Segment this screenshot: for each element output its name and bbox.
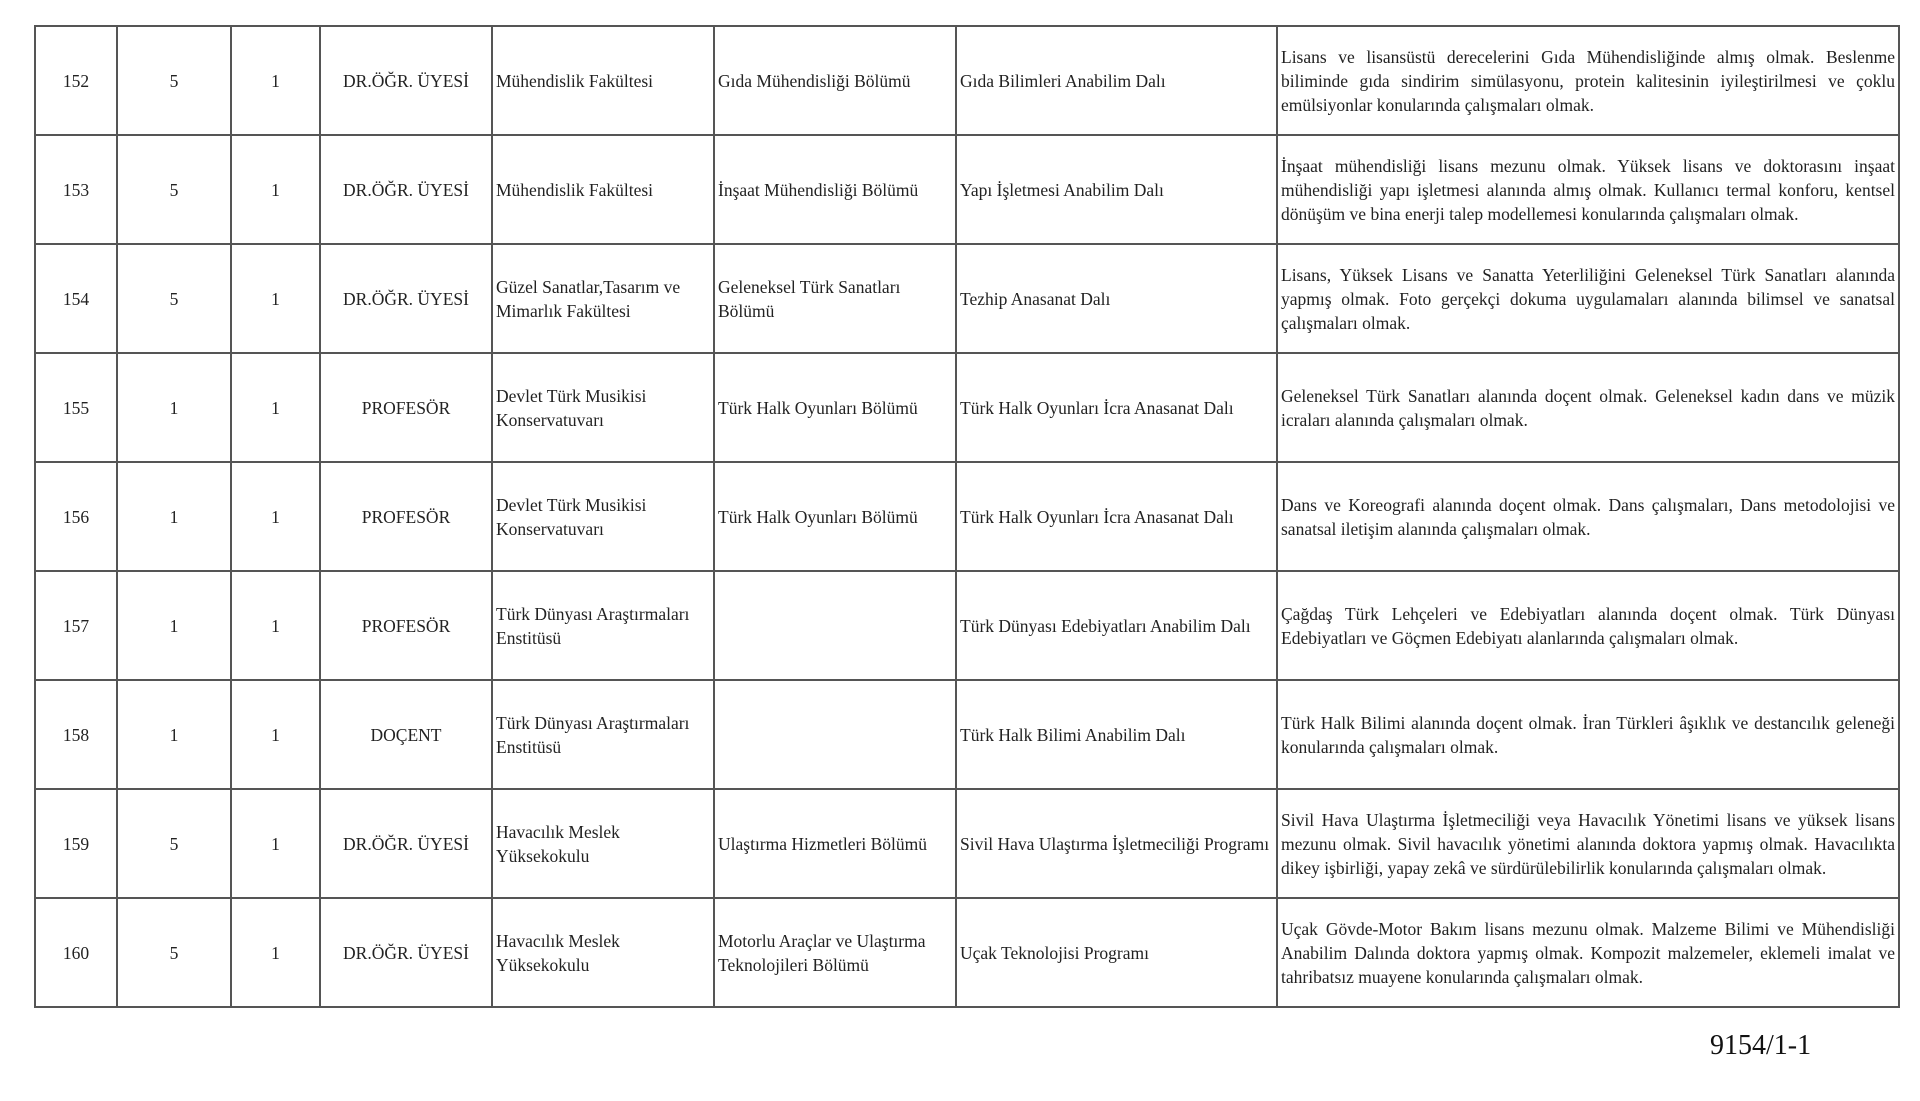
adet: 1 <box>231 135 320 244</box>
row-number: 158 <box>35 680 117 789</box>
kadro-derecesi: 5 <box>117 789 231 898</box>
aciklama: Türk Halk Bilimi alanında doçent olmak. İran Türkleri âşıklık ve destancılık geleneği konularında çalışmaları olmak. <box>1277 680 1899 789</box>
table-row <box>35 680 1899 789</box>
bolum: Geleneksel Türk Sanatları Bölümü <box>714 244 956 353</box>
birim: Devlet Türk Musikisi Konservatuvarı <box>492 462 714 571</box>
position-table <box>34 25 1900 1008</box>
table-row <box>35 244 1899 353</box>
aciklama: Lisans, Yüksek Lisans ve Sanatta Yeterliliğini Geleneksel Türk Sanatları alanında yapmış olmak. Foto gerçekçi dokuma uygulamaları alanında bilimsel ve sanatsal çalışmaları olmak. <box>1277 244 1899 353</box>
aciklama: Geleneksel Türk Sanatları alanında doçent olmak. Geleneksel kadın dans ve müzik icraları alanında çalışmaları olmak. <box>1277 353 1899 462</box>
adet: 1 <box>231 789 320 898</box>
row-number: 154 <box>35 244 117 353</box>
unvan: DR.ÖĞR. ÜYESİ <box>320 26 492 135</box>
birim: Havacılık Meslek Yüksekokulu <box>492 789 714 898</box>
unvan: DR.ÖĞR. ÜYESİ <box>320 135 492 244</box>
aciklama: Uçak Gövde-Motor Bakım lisans mezunu olmak. Malzeme Bilimi ve Mühendisliği Anabilim Dalında doktora yapmış olmak. Kompozit malzemeler, eklemeli imalat ve tahribatsız muayene konularında çalışmaları olmak. <box>1277 898 1899 1007</box>
kadro-derecesi: 5 <box>117 135 231 244</box>
kadro-derecesi: 1 <box>117 353 231 462</box>
aciklama: İnşaat mühendisliği lisans mezunu olmak. Yüksek lisans ve doktorasını inşaat mühendisliği yapı işletmesi alanında almış olmak. Kullanıcı termal konforu, kentsel dönüşüm ve bina enerji talep modellemesi konularında çalışmaları olmak. <box>1277 135 1899 244</box>
bolum <box>714 571 956 680</box>
row-number: 160 <box>35 898 117 1007</box>
adet: 1 <box>231 680 320 789</box>
page-code: 9154/1-1 <box>1710 1030 1812 1061</box>
bolum: İnşaat Mühendisliği Bölümü <box>714 135 956 244</box>
adet: 1 <box>231 462 320 571</box>
anabilim-dali: Türk Halk Bilimi Anabilim Dalı <box>956 680 1277 789</box>
bolum: Gıda Mühendisliği Bölümü <box>714 26 956 135</box>
bolum <box>714 680 956 789</box>
aciklama: Sivil Hava Ulaştırma İşletmeciliği veya Havacılık Yönetimi lisans ve yüksek lisans mezunu olmak. Sivil havacılık yönetimi alanında doktora yapmış olmak. Havacılıkta dikey işbirliği, yapay zekâ ve sürdürülebilirlik konularında çalışmaları olmak. <box>1277 789 1899 898</box>
adet: 1 <box>231 898 320 1007</box>
anabilim-dali: Gıda Bilimleri Anabilim Dalı <box>956 26 1277 135</box>
unvan: PROFESÖR <box>320 571 492 680</box>
table-row <box>35 26 1899 135</box>
row-number: 153 <box>35 135 117 244</box>
bolum: Türk Halk Oyunları Bölümü <box>714 462 956 571</box>
adet: 1 <box>231 571 320 680</box>
unvan: DR.ÖĞR. ÜYESİ <box>320 789 492 898</box>
anabilim-dali: Türk Dünyası Edebiyatları Anabilim Dalı <box>956 571 1277 680</box>
table-row <box>35 571 1899 680</box>
kadro-derecesi: 5 <box>117 898 231 1007</box>
row-number: 159 <box>35 789 117 898</box>
adet: 1 <box>231 353 320 462</box>
birim: Türk Dünyası Araştırmaları Enstitüsü <box>492 680 714 789</box>
anabilim-dali: Uçak Teknolojisi Programı <box>956 898 1277 1007</box>
aciklama: Çağdaş Türk Lehçeleri ve Edebiyatları alanında doçent olmak. Türk Dünyası Edebiyatları ve Göçmen Edebiyatı alanlarında çalışmaları olmak. <box>1277 571 1899 680</box>
unvan: PROFESÖR <box>320 353 492 462</box>
anabilim-dali: Türk Halk Oyunları İcra Anasanat Dalı <box>956 353 1277 462</box>
bolum: Motorlu Araçlar ve Ulaştırma Teknolojileri Bölümü <box>714 898 956 1007</box>
birim: Havacılık Meslek Yüksekokulu <box>492 898 714 1007</box>
anabilim-dali: Türk Halk Oyunları İcra Anasanat Dalı <box>956 462 1277 571</box>
kadro-derecesi: 1 <box>117 462 231 571</box>
table-row <box>35 898 1899 1007</box>
bolum: Türk Halk Oyunları Bölümü <box>714 353 956 462</box>
adet: 1 <box>231 26 320 135</box>
table-row <box>35 135 1899 244</box>
unvan: DR.ÖĞR. ÜYESİ <box>320 898 492 1007</box>
aciklama: Dans ve Koreografi alanında doçent olmak. Dans çalışmaları, Dans metodolojisi ve sanatsal iletişim alanında çalışmaları olmak. <box>1277 462 1899 571</box>
birim: Mühendislik Fakültesi <box>492 26 714 135</box>
anabilim-dali: Tezhip Anasanat Dalı <box>956 244 1277 353</box>
row-number: 155 <box>35 353 117 462</box>
unvan: PROFESÖR <box>320 462 492 571</box>
row-number: 152 <box>35 26 117 135</box>
row-number: 156 <box>35 462 117 571</box>
anabilim-dali: Yapı İşletmesi Anabilim Dalı <box>956 135 1277 244</box>
table-row <box>35 462 1899 571</box>
bolum: Ulaştırma Hizmetleri Bölümü <box>714 789 956 898</box>
table-row <box>35 353 1899 462</box>
kadro-derecesi: 5 <box>117 244 231 353</box>
unvan: DR.ÖĞR. ÜYESİ <box>320 244 492 353</box>
anabilim-dali: Sivil Hava Ulaştırma İşletmeciliği Programı <box>956 789 1277 898</box>
kadro-derecesi: 1 <box>117 680 231 789</box>
kadro-derecesi: 5 <box>117 26 231 135</box>
birim: Güzel Sanatlar,Tasarım ve Mimarlık Fakültesi <box>492 244 714 353</box>
row-number: 157 <box>35 571 117 680</box>
unvan: DOÇENT <box>320 680 492 789</box>
birim: Türk Dünyası Araştırmaları Enstitüsü <box>492 571 714 680</box>
birim: Devlet Türk Musikisi Konservatuvarı <box>492 353 714 462</box>
table-row <box>35 789 1899 898</box>
kadro-derecesi: 1 <box>117 571 231 680</box>
birim: Mühendislik Fakültesi <box>492 135 714 244</box>
adet: 1 <box>231 244 320 353</box>
aciklama: Lisans ve lisansüstü derecelerini Gıda Mühendisliğinde almış olmak. Beslenme biliminde gıda sindirim simülasyonu, protein kalitesinin iyileştirilmesi ve çoklu emülsiyonlar konularında çalışmaları olmak. <box>1277 26 1899 135</box>
